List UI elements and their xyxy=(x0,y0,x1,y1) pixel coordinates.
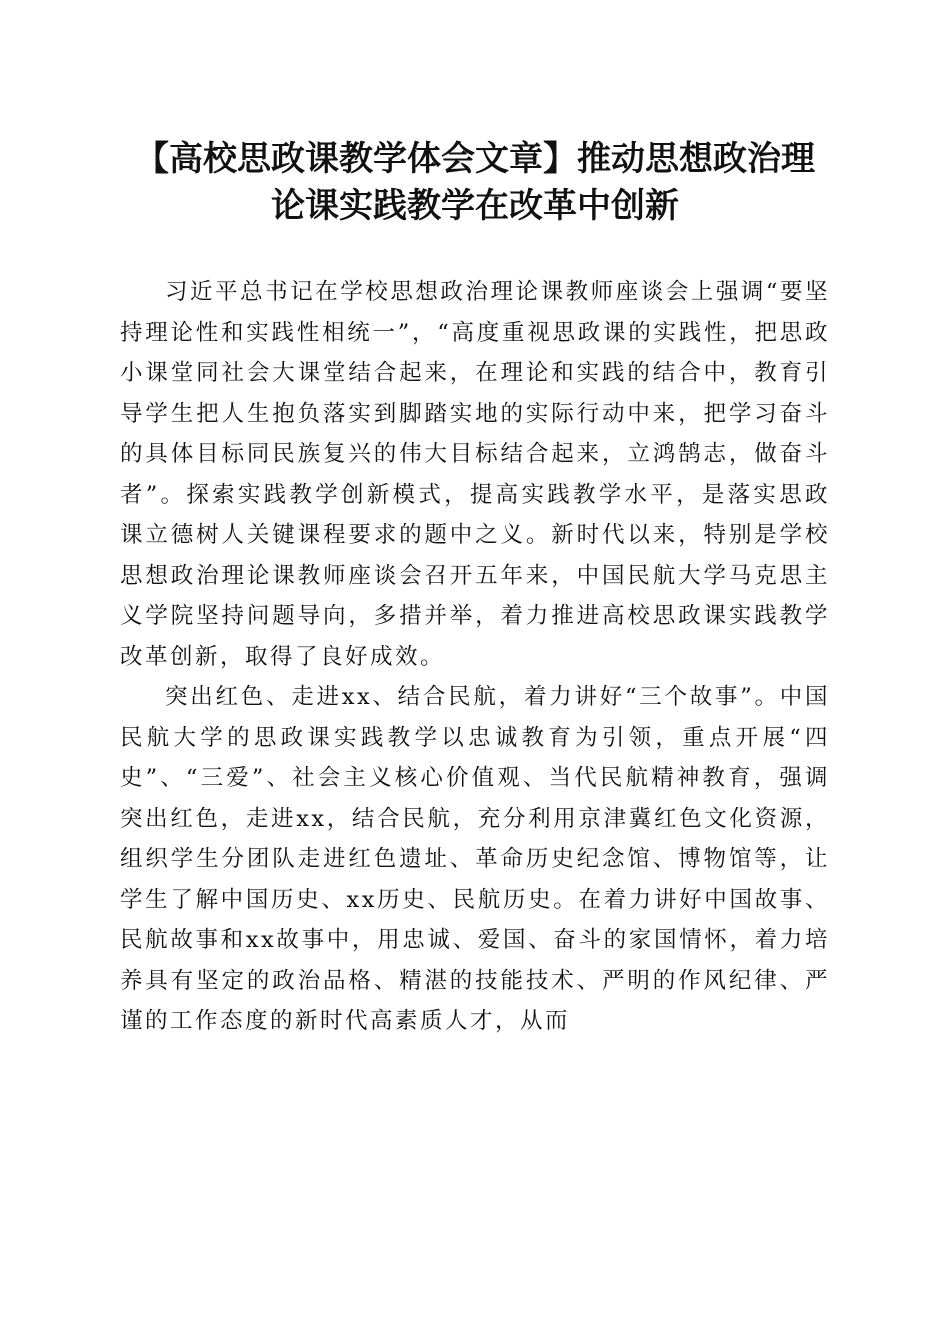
paragraph-1: 习近平总书记在学校思想政治理论课教师座谈会上强调“要坚持理论性和实践性相统一”，“高度重视思政课的实践性，把思政小课堂同社会大课堂结合起来，在理论和实践的结合中，教育引导学生把人生抱负落实到脚踏实地的实际行动中来，把学习奋斗的具体目标同民族复兴的伟大目标结合起来，立鸿鹄志，做奋斗者”。探索实践教学创新模式，提高实践教学水平，是落实思政课立德树人关键课程要求的题中之义。新时代以来，特别是学校思想政治理论课教师座谈会召开五年来，中国民航大学马克思主义学院坚持问题导向，多措并举，着力推进高校思政课实践教学改革创新，取得了良好成效。 xyxy=(120,279,830,670)
document-title xyxy=(110,136,840,230)
paragraph-2: 突出红色、走进xx、结合民航，着力讲好“三个故事”。中国民航大学的思政课实践教学以忠诚教育为引领，重点开展“四史”、“三爱”、社会主义核心价值观、当代民航精神教育，强调突出红色，走进xx，结合民航，充分利用京津冀红色文化资源，组织学生分团队走进红色遗址、革命历史纪念馆、博物馆等，让学生了解中国历史、xx历史、民航历史。在着力讲好中国故事、民航故事和xx故事中，用忠诚、爱国、奋斗的家国情怀，着力培养具有坚定的政治品格、精湛的技能技术、严明的作风纪律、严谨的工作态度的新时代高素质人才，从而 xyxy=(120,684,830,1034)
title-line-2: 论课实践教学在改革中创新 xyxy=(271,186,679,226)
title-line-1: 【高校思政课教学体会文章】推动思想政治理 xyxy=(135,139,815,179)
document-body xyxy=(120,272,830,1042)
